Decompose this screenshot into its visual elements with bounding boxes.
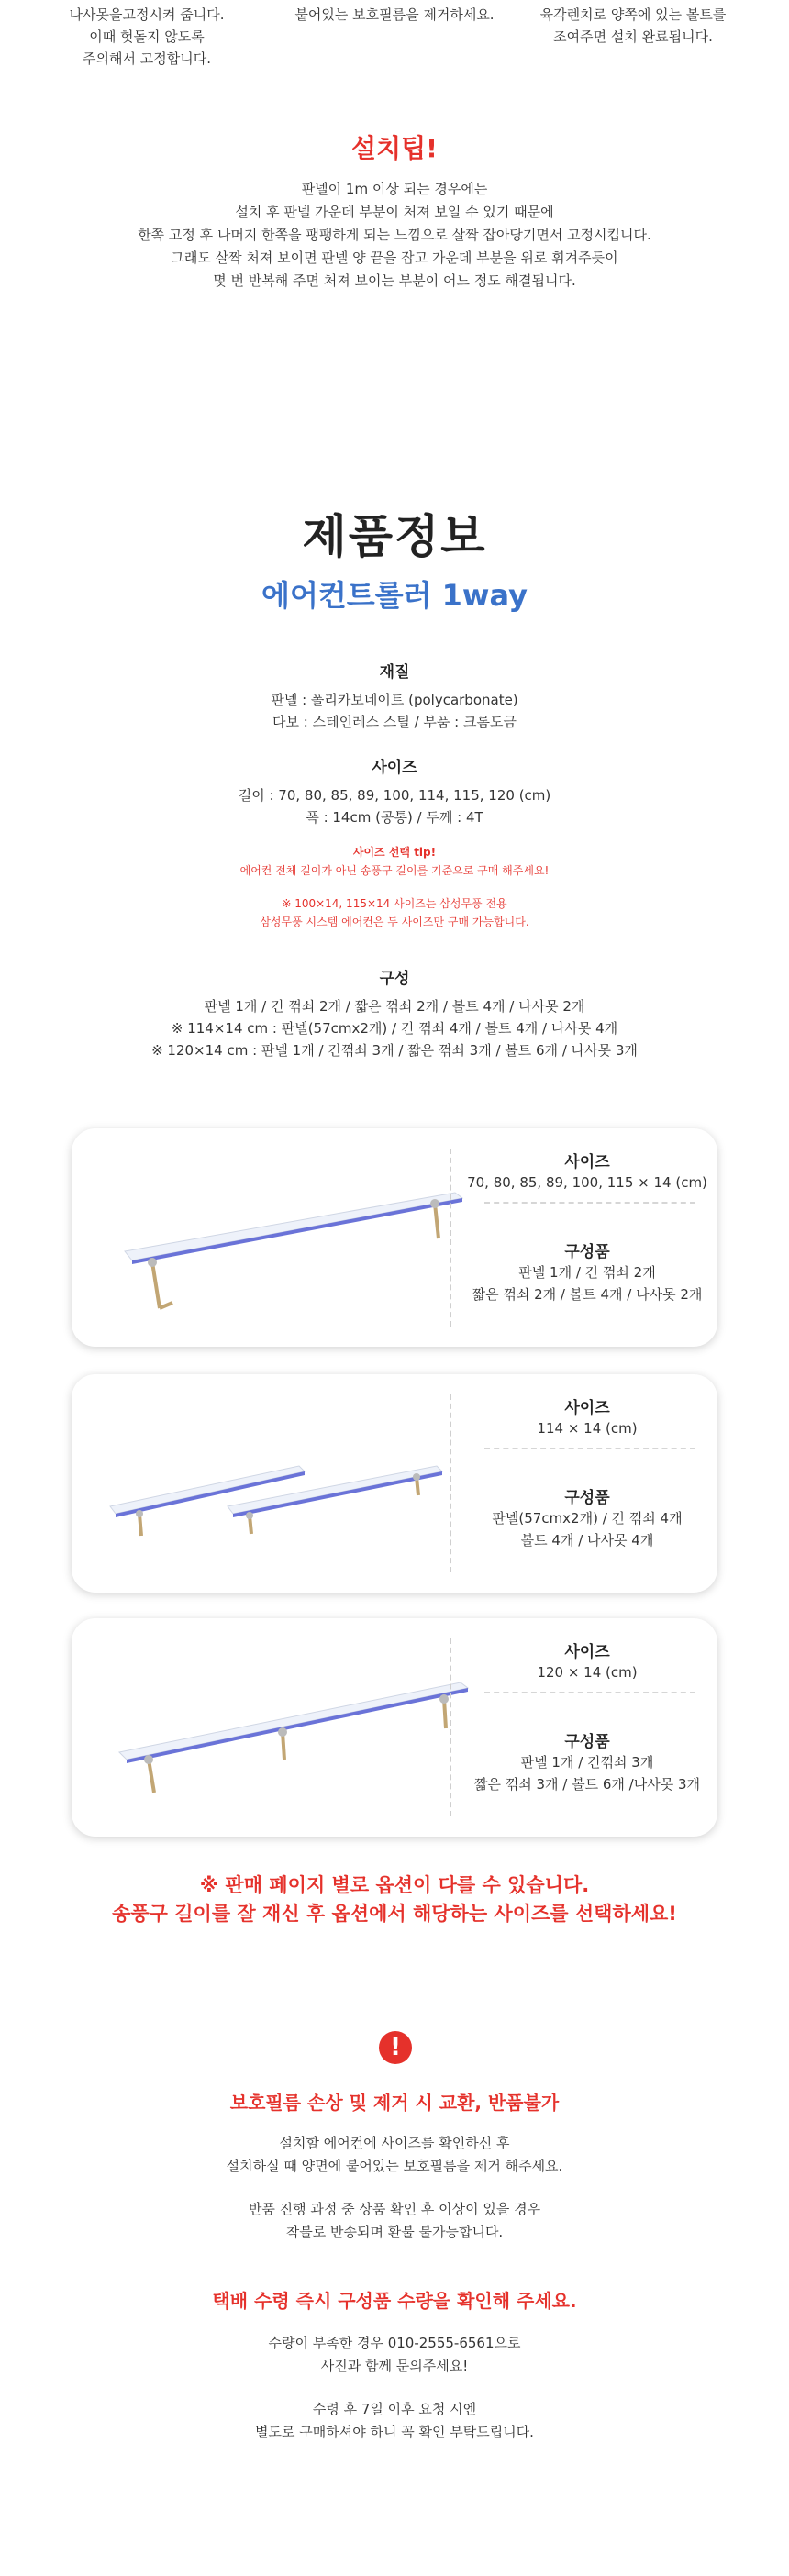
card-1-size: 사이즈 70, 80, 85, 89, 100, 115 × 14 (cm) xyxy=(467,1153,707,1191)
composition-heading: 구성 xyxy=(379,970,410,988)
size-heading: 사이즈 xyxy=(372,759,417,777)
size-section: 사이즈 길이 : 70, 80, 85, 89, 100, 114, 115, 120 (cm) 폭 : 14cm (공통) / 두께 : 4T 사이즈 선택 tip! 에어컨 전체 길이가 아닌 송풍구 길이를 기준으로 구매 해주세요! ※ 100×14, 115×14 사이즈는 삼성무풍 전용 삼성무풍 시스템 에어컨은 두 사이즈만 구매 가능합니다. xyxy=(0,754,789,931)
warning-body-shortage: 수량이 부족한 경우 010-2555-6561으로 사진과 함께 문의주세요! xyxy=(268,2335,521,2374)
material-heading: 재질 xyxy=(379,663,410,682)
warning-title-film: 보호필름 손상 및 제거 시 교환, 반품불가 xyxy=(229,2092,560,2114)
install-step-3: 육각렌치로 양쪽에 있는 볼트를 조여주면 설치 완료됩니다. xyxy=(539,6,727,45)
size-tip-title: 사이즈 선택 tip! xyxy=(352,846,437,859)
warning-body-film: 설치할 에어컨에 사이즈를 확인하신 후 설치하실 때 양면에 붙어있는 보호필름을 제거 해주세요. xyxy=(226,2135,563,2174)
install-steps xyxy=(0,0,789,73)
card-2-size: 사이즈 114 × 14 (cm) xyxy=(537,1399,638,1437)
warning-icon: ! xyxy=(379,2031,412,2064)
install-step-2: 붙어있는 보호필름을 제거하세요. xyxy=(294,6,495,23)
panel-long-illustration xyxy=(88,1637,492,1820)
warning-title-delivery: 택배 수령 즉시 구성품 수량을 확인해 주세요. xyxy=(212,2290,577,2312)
card-2-parts: 구성품 판넬(57cmx2개) / 긴 꺾쇠 4개 볼트 4개 / 나사못 4개 xyxy=(492,1489,683,1549)
composition-section: 구성 판넬 1개 / 긴 꺾쇠 2개 / 짧은 꺾쇠 2개 / 볼트 4개 / 나사못 2개 ※ 114×14 cm : 판넬(57cmx2개) / 긴 꺾쇠 4개 / 볼트 4개 / 나사못 4개 ※ 120×14 cm : 판넬 1개 / 긴꺾쇠 3개 / 짧은 꺾쇠 3개 / 볼트 6개 / 나사못 3개 xyxy=(0,965,789,1061)
product-card-1 xyxy=(72,1128,717,1347)
product-info-title: 제품정보 xyxy=(302,510,487,563)
option-notice: ※ 판매 페이지 별로 옵션이 다를 수 있습니다. 송풍구 길이를 잘 재신 후 옵션에서 해당하는 사이즈를 선택하세요! xyxy=(112,1874,677,1925)
product-name: 에어컨트롤러 1way xyxy=(261,578,528,613)
product-card-3 xyxy=(72,1618,717,1837)
card-1-parts: 구성품 판넬 1개 / 긴 꺾쇠 2개 짧은 꺾쇠 2개 / 볼트 4개 / 나사못 2개 xyxy=(472,1243,703,1303)
size-note: ※ 100×14, 115×14 사이즈는 삼성무풍 전용 xyxy=(282,897,507,910)
size-tip-line: 에어컨 전체 길이가 아닌 송풍구 길이를 기준으로 구매 해주세요! xyxy=(239,864,550,877)
warning-body-deadline: 수령 후 7일 이후 요청 시엔 별도로 구매하셔야 하니 꼭 확인 부탁드립니다. xyxy=(255,2401,534,2440)
product-card-2 xyxy=(72,1374,717,1593)
install-tip-body: 판넬이 1m 이상 되는 경우에는 설치 후 판넬 가운데 부분이 처져 보일 수 있기 때문에 한쪽 고정 후 나머지 한쪽을 팽팽하게 되는 느낌으로 살짝 잡아당기면서 고정시킵니다. 그래도 살짝 처져 보이면 판넬 양 끝을 잡고 가운데 부분을 위로 휘겨주듯이 몇 번 반복해 주면 처져 보이는 부분이 어느 정도 해결됩니다. xyxy=(138,181,651,289)
install-step-1: 나사못을고정시켜 줍니다. 이때 헛돌지 않도록 주의해서 고정합니다. xyxy=(69,6,225,67)
panel-double-illustration xyxy=(88,1393,492,1576)
card-3-parts: 구성품 판넬 1개 / 긴꺾쇠 3개 짧은 꺾쇠 3개 / 볼트 6개 /나사못 3개 xyxy=(474,1733,700,1793)
install-tip-title: 설치팁! xyxy=(351,133,438,163)
panel-single-illustration xyxy=(88,1147,492,1330)
warning-body-return: 반품 진행 과정 중 상품 확인 후 이상이 있을 경우 착불로 반송되며 환불 불가능합니다. xyxy=(248,2201,541,2240)
card-3-size: 사이즈 120 × 14 (cm) xyxy=(537,1643,638,1681)
material-section: 재질 판넬 : 폴리카보네이트 (polycarbonate) 다보 : 스테인레스 스틸 / 부품 : 크롬도금 xyxy=(0,659,789,733)
